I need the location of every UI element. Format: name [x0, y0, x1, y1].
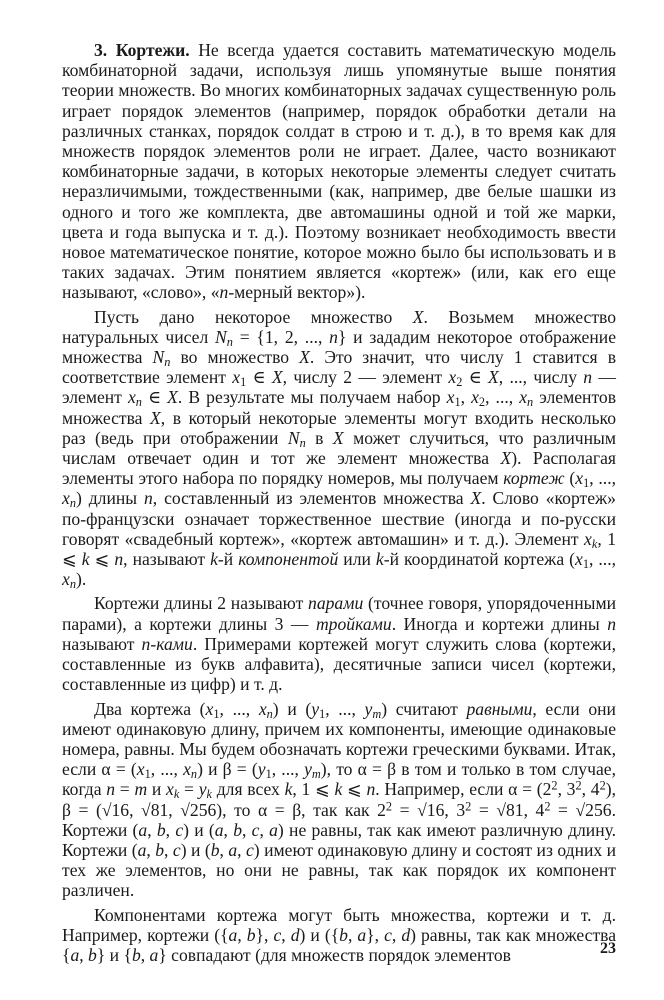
text-run: равными — [466, 698, 533, 719]
text-run: X — [488, 367, 499, 388]
text-run: n — [226, 334, 233, 349]
text-run: X — [299, 347, 310, 368]
paragraph — [62, 905, 616, 966]
text-run: 2 — [575, 778, 582, 793]
text-run: } и { — [96, 944, 132, 965]
text-run: x — [127, 387, 136, 408]
text-run: ) считают — [381, 698, 467, 719]
text-run: c — [175, 819, 184, 840]
text-run: , 1 ⩽ — [62, 528, 617, 570]
text-run: 1 — [582, 557, 589, 572]
text-run: a — [357, 924, 367, 945]
text-run: a — [269, 819, 278, 840]
section-heading: 3. Кортежи. — [94, 40, 190, 60]
text-run: x — [166, 779, 174, 800]
text-run: a — [70, 944, 80, 965]
text-run: X — [332, 427, 344, 448]
text-run: , 3 — [557, 779, 576, 800]
text-run: x — [136, 759, 145, 780]
text-run: ) и ({ — [299, 924, 340, 945]
text-run: , — [391, 924, 402, 945]
text-run: ) и ( — [183, 819, 215, 840]
text-run: a — [149, 944, 159, 965]
text-run: a — [138, 819, 148, 840]
text-run: ), то α = β в том и только в том случае, когда — [62, 759, 616, 800]
text-run: -мерный вектор»). — [228, 282, 366, 303]
text-run: x — [575, 549, 583, 570]
text-run: в — [305, 427, 333, 448]
text-run: m — [134, 779, 148, 800]
text-run: ) не равны, так как имеют различную длину. Кортежи ( — [62, 819, 617, 860]
text-run: y — [311, 698, 320, 719]
text-run: , — [237, 839, 246, 860]
text-run: 2 — [544, 798, 551, 813]
text-run: } и зададим некоторое отображение множества — [62, 326, 616, 368]
text-run: x — [519, 387, 528, 408]
text-run: 2 — [456, 375, 463, 390]
text-run: , — [79, 944, 89, 965]
text-run: Два кортежа ( — [94, 698, 206, 719]
text-run: , — [164, 839, 173, 860]
text-run: } совпадают (для множеств порядок элементов — [158, 944, 511, 965]
text-run: 1 — [454, 395, 461, 410]
text-run: . Примерами кортежей могут служить слова (кортежи, составленные из букв алфавита), десятичные записи чисел (кортежи, составленные из цифр) и т. д. — [62, 633, 616, 695]
text-run: y — [257, 759, 266, 780]
text-run: n — [266, 706, 273, 721]
text-run: }, — [366, 924, 385, 945]
text-run: ) равны, так как множества { — [62, 924, 617, 965]
text-run: . Иногда и кортежи длины — [391, 613, 608, 634]
text-run: ∈ — [141, 387, 168, 408]
text-run: x — [62, 488, 70, 509]
text-run: или — [338, 549, 376, 570]
text-run: = — [179, 779, 199, 800]
text-run: для всех — [211, 779, 285, 800]
text-run: , 1 ⩽ — [292, 779, 335, 800]
text-run: , — [147, 819, 157, 840]
text-run: ∈ — [462, 367, 489, 388]
text-run: , ..., — [588, 549, 616, 570]
text-run: b — [131, 944, 141, 965]
text-run: ) и β = ( — [197, 759, 258, 780]
text-run: N — [152, 347, 165, 368]
text-run: a — [137, 839, 147, 860]
text-run: c — [273, 924, 282, 945]
text-run: b — [155, 839, 165, 860]
text-run: Пусть дано некоторое множество — [94, 306, 413, 327]
paragraph — [62, 699, 616, 901]
text-run: , — [242, 819, 252, 840]
text-run: c — [384, 924, 392, 945]
text-run: Кортежи длины 2 называют — [94, 593, 309, 614]
text-run: c — [245, 839, 254, 860]
text-run: , ..., — [219, 698, 259, 719]
text-run: k — [81, 549, 90, 570]
text-run: n — [607, 613, 616, 634]
text-run: x — [448, 367, 457, 388]
text-run: a — [214, 819, 224, 840]
text-run: ) длины — [75, 488, 144, 509]
text-run: , — [165, 819, 176, 840]
text-run: b — [246, 924, 256, 945]
text-run: n — [299, 435, 306, 450]
text-run: ). Располагая элементы этого набора по порядку номеров, мы получаем — [62, 448, 616, 489]
text-run: ) и ( — [272, 698, 312, 719]
text-run: , — [281, 924, 291, 945]
text-run: , — [146, 839, 156, 860]
text-run: n — [527, 395, 534, 410]
text-run: x — [183, 759, 191, 780]
text-run: ) имеют одинаковую длину и состоят из одних и тех же элементов, но они не равны, так как порядок их компонент различен. — [62, 839, 617, 901]
text-run: , ..., — [589, 468, 616, 489]
text-run: , числу 2 — элемент — [282, 367, 449, 388]
text-run: n — [106, 779, 116, 800]
text-run: n — [135, 395, 142, 410]
text-run: = √16, 3 — [392, 799, 466, 820]
text-run: -й координатой кортежа ( — [383, 549, 576, 570]
text-run: 1 — [265, 767, 272, 782]
text-run: = — [115, 779, 135, 800]
text-run: , — [460, 387, 472, 408]
text-run: , — [223, 819, 234, 840]
text-run: , — [259, 819, 270, 840]
text-run: a — [228, 924, 238, 945]
text-run: n — [69, 577, 76, 592]
text-run: x — [575, 468, 584, 489]
paragraph — [62, 593, 616, 694]
text-run: Не всегда удается составить математическую модель комбинаторной задачи, используя лишь упомянутые выше понятия теории множеств. Во многих комбинаторных задачах существенную роль играет порядок элементов (например, порядок обработки детали на различных станках, порядок солдат в строю и т. д.), в то время как для множеств порядок элементов роли не играет. Далее, часто возникают комбинаторные задачи, в которых некоторые элементы следует считать неразличимыми, тождественными (как, например, две белые шашки из одного и того же комплекта, две автомашины одной и той же марки, цвета и года выпуска и т. д.). Поэтому возникает необходимость ввести новое математическое понятие, которое можно было бы использовать и в таких задачах. Этим понятием является «кортеж» (или, как его еще называют, «слово», « — [62, 40, 616, 303]
text-run: N — [215, 326, 227, 347]
text-run: b — [156, 819, 166, 840]
text-run: b — [233, 819, 242, 840]
text-run: , — [140, 944, 150, 965]
text-run: n — [329, 326, 338, 347]
text-run: X — [271, 367, 283, 388]
text-run: (точнее говоря, упорядоченными парами), а кортежи длины 3 — — [62, 593, 616, 634]
text-run: , ..., числу — [498, 367, 584, 388]
text-run: ∈ — [246, 367, 272, 388]
paragraph — [62, 40, 616, 303]
text-run: k — [173, 787, 180, 802]
text-run: c — [251, 819, 260, 840]
text-run: элементов множества — [62, 387, 617, 428]
body-text — [62, 40, 616, 965]
text-run: , в который некоторые элементы могут входить несколько раз (ведь при отображении — [62, 407, 616, 448]
text-run: n — [366, 779, 376, 800]
text-run: во множество — [170, 347, 300, 368]
text-run: m — [372, 706, 382, 721]
text-run: y — [304, 759, 312, 780]
text-run: m — [311, 767, 321, 782]
text-run: n — [190, 767, 198, 782]
text-run: 2 — [478, 395, 486, 410]
text-run: y — [198, 779, 207, 800]
text-run: x — [446, 387, 455, 408]
text-run: тройками — [315, 613, 392, 634]
text-run: x — [232, 367, 241, 388]
text-run: , — [237, 924, 247, 945]
text-run: ⩽ — [89, 549, 115, 570]
text-run: b — [88, 944, 97, 965]
text-run: k — [284, 779, 293, 800]
text-run: , 4 — [581, 779, 600, 800]
text-run: 2 — [599, 778, 606, 793]
text-run: x — [258, 698, 267, 719]
text-run: 1 — [240, 375, 247, 390]
text-run: ⩽ — [342, 779, 367, 800]
text-run: . В результате мы получаем набор — [177, 387, 447, 408]
text-run: d — [290, 924, 300, 945]
text-run: n — [114, 549, 124, 570]
text-run: и — [147, 779, 167, 800]
text-run: X — [412, 306, 424, 327]
text-run: k — [375, 549, 384, 570]
text-run: b — [210, 839, 220, 860]
text-run: — элемент — [62, 367, 616, 408]
text-run: n — [583, 367, 593, 388]
text-run: n-ками — [141, 633, 193, 654]
text-run: = √81, 4 — [471, 799, 545, 820]
text-run: компонентой — [238, 549, 339, 570]
paragraph — [62, 307, 616, 590]
text-run: , составленный из элементов множества — [152, 488, 471, 509]
text-run: k — [206, 787, 212, 802]
text-run: 2 — [465, 798, 472, 813]
text-run: 1 — [213, 706, 220, 721]
text-run: n — [164, 355, 171, 370]
text-run: парами — [308, 593, 364, 614]
text-run: , если они имеют одинаковую длину, причем их компоненты, имеющие одинаковые номера, равны. Мы будем обозначать кортежи греческими буквами. Итак, если α = ( — [62, 698, 616, 780]
text-run: = √256. Кортежи ( — [62, 799, 616, 840]
text-run: , ..., — [325, 698, 365, 719]
text-run: k — [591, 536, 598, 551]
page-number: 23 — [600, 940, 616, 957]
text-run: . Например, если α = (2 — [375, 779, 552, 800]
text-run: X — [470, 488, 482, 509]
text-run: , ..., — [271, 759, 305, 780]
text-run: кортеж — [503, 468, 565, 489]
text-run: ) и ( — [180, 839, 211, 860]
text-run: x — [205, 698, 214, 719]
text-run: , — [219, 839, 229, 860]
text-run: Компонентами кортежа могут быть множества, кортежи и т. д. Например, кортежи ({ — [62, 904, 616, 945]
text-run: N — [287, 427, 300, 448]
text-run: X — [150, 407, 161, 428]
text-run: x — [471, 387, 479, 408]
text-run: 1 — [144, 767, 151, 782]
text-run: , — [347, 924, 358, 945]
text-run: ), β = (√16, √81, √256), то α = β, так как 2 — [62, 779, 616, 820]
text-run: 2 — [385, 798, 393, 813]
text-run: d — [401, 924, 411, 945]
text-run: ). — [75, 569, 87, 590]
text-run: a — [228, 839, 238, 860]
text-run: n — [219, 282, 229, 303]
text-run: , ..., — [485, 387, 520, 408]
text-run: , называют — [123, 549, 211, 570]
text-run: X — [167, 387, 178, 408]
text-run: -й — [217, 549, 239, 570]
text-run: k — [210, 549, 218, 570]
text-run: b — [339, 924, 348, 945]
text-run: 1 — [319, 706, 326, 721]
text-run: ( — [564, 468, 576, 489]
text-run: x — [584, 528, 592, 549]
text-run: x — [62, 569, 70, 590]
text-run: = {1, 2, ..., — [232, 326, 330, 347]
text-run: называют — [62, 633, 142, 654]
text-run: n — [144, 488, 153, 509]
text-run: 2 — [551, 778, 558, 793]
text-run: c — [172, 839, 181, 860]
text-run: y — [364, 698, 373, 719]
text-run: }, — [255, 924, 274, 945]
text-run: , ..., — [150, 759, 184, 780]
text-run: X — [500, 448, 512, 469]
text-run: может случиться, что различным числам отвечает один и тот же элемент множества — [62, 427, 616, 469]
text-run: . Возьмем множество натуральных чисел — [62, 306, 616, 347]
text-run: n — [69, 496, 76, 511]
text-run: k — [334, 779, 343, 800]
text-run: . Слово «кортеж» по-французски означает торжественное шествие (иногда и по-русски говорят «свадебный кортеж», «кортеж автомашин» и т. д.). Элемент — [62, 488, 616, 549]
text-run: 1 — [583, 476, 590, 491]
text-run: . Это значит, что числу 1 ставится в соответствие элемент — [62, 347, 617, 388]
